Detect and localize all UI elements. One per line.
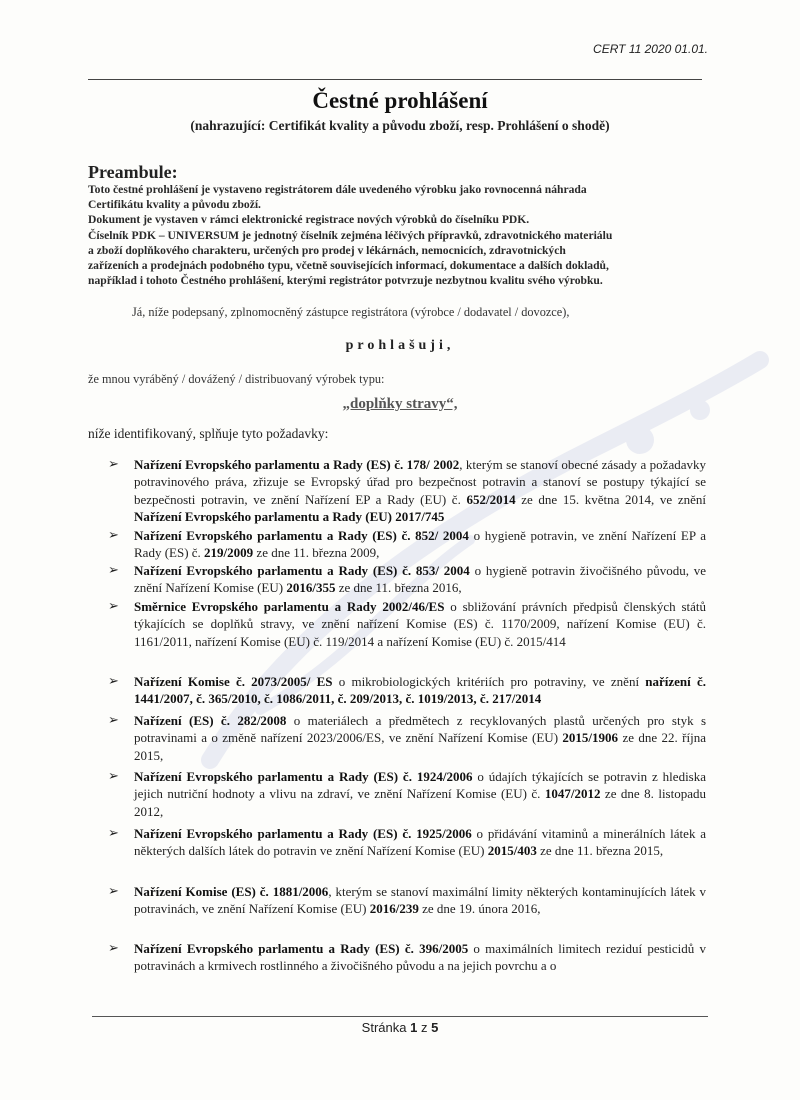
requirement-text [134, 883, 706, 918]
arrow-bullet-icon: ➢ [108, 599, 119, 614]
product-category: „doplňky stravy“, [342, 396, 458, 412]
preamble-line: například i tohoto Čestného prohlášení, kterými registrátor potvrzuje nezbytnou kvalitu svého výrobku. [88, 274, 603, 288]
arrow-bullet-icon: ➢ [108, 528, 119, 543]
preamble-line: Certifikátu kvality a původu zboží. [88, 198, 261, 212]
arrow-bullet-icon: ➢ [108, 826, 119, 841]
requirement-segment: ze dne 22. října 2015, [134, 730, 706, 763]
page-label: Stránka [361, 1020, 407, 1035]
requirements-intro: níže identifikovaný, splňuje tyto požadavky: [88, 426, 329, 441]
requirement-segment: o mikrobiologických kritériích pro potraviny, ve znění [332, 674, 646, 689]
arrow-bullet-icon: ➢ [108, 457, 119, 472]
requirement-segment: , kterým se stanoví maximální limity některých kontaminujících látek v potravinách, ve znění Nařízení Komise (EU) [134, 884, 706, 917]
regulation-reference: Směrnice Evropského parlamentu a Rady 2002/46/ES [134, 599, 445, 614]
arrow-bullet-icon: ➢ [108, 941, 119, 956]
requirement-segment: ze dne 19. února 2016, [418, 901, 541, 917]
requirement-text [134, 768, 706, 820]
requirement-segment: o hygieně potravin, ve znění Nařízení EP a Rady (ES) č. [134, 528, 707, 561]
requirement-segment: o maximálních limitech reziduí pesticidů v potravinách a krmivech rostlinného a živočišného původu a na jejich povrchu a o [134, 941, 706, 974]
regulation-reference: Nařízení Evropského parlamentu a Rady (ES) č. 396/2005 [134, 941, 469, 956]
header-rule [88, 79, 702, 80]
regulation-reference: 2015/403 [487, 843, 537, 859]
requirement-text [134, 673, 706, 708]
regulation-reference: 219/2009 [204, 545, 254, 561]
regulation-reference: Nařízení Evropského parlamentu a Rady (ES) č. 853/ 2004 [134, 563, 470, 578]
regulation-reference: Nařízení Evropského parlamentu a Rady (ES) č. 1925/2006 [134, 826, 472, 841]
page-number [0, 1020, 800, 1035]
arrow-bullet-icon: ➢ [108, 769, 119, 784]
requirement-segment: o materiálech a předmětech z recyklovaných plastů určených pro styk s potravinami a o změně nařízení 2023/2006/ES, ve znění Nařízení Komise (EU) [134, 713, 706, 746]
declaration-word: prohlašuji, [345, 338, 455, 353]
regulation-reference: 2016/239 [369, 901, 419, 917]
signatory-intro: Já, níže podepsaný, zplnomocněný zástupce registrátora (výrobce / dodavatel / dovozce), [132, 305, 570, 319]
arrow-bullet-icon: ➢ [108, 713, 119, 728]
arrow-bullet-icon: ➢ [108, 674, 119, 689]
page-separator: z [420, 1020, 428, 1035]
preamble-heading: Preambule: [88, 162, 178, 182]
regulation-reference: nařízení č. 1441/2007, č. 365/2010, č. 1086/2011, č. 209/2013, č. 1019/2013, č. 217/2014 [134, 674, 707, 707]
requirement-segment: o přidávání vitaminů a minerálních látek a některých dalších látek do potravin ve znění Nařízení Komise (EU) [134, 826, 707, 859]
requirement-text [134, 527, 706, 562]
regulation-reference: 652/2014 [466, 491, 516, 507]
requirement-segment: ze dne 11. března 2009, [253, 545, 380, 561]
requirement-segment: ze dne 11. března 2016, [335, 580, 462, 596]
regulation-reference: 2015/1906 [562, 730, 619, 746]
regulation-reference: Nařízení Evropského parlamentu a Rady (ES) č. 178/ 2002 [134, 457, 460, 472]
document-subtitle: (nahrazující: Certifikát kvality a původu zboží, resp. Prohlášení o shodě) [190, 118, 610, 133]
preamble-line: Číselník PDK – UNIVERSUM je jednotný číselník zejména léčivých přípravků, zdravotnického materiálu [88, 228, 613, 242]
regulation-reference: Nařízení Komise (ES) č. 1881/2006 [134, 884, 329, 899]
requirement-segment: ze dne 15. května 2014, ve znění [515, 491, 706, 507]
document-title: Čestné prohlášení [312, 88, 488, 113]
regulation-reference: Nařízení Komise č. 2073/2005/ ES [134, 674, 333, 689]
total-pages: 5 [431, 1020, 439, 1035]
requirement-segment: o sbližování právních předpisů členských států týkajících se doplňků stravy, ve znění nařízení Komise (ES) č. 1170/2009, nařízení Komise (EU) č. 1161/2011, nařízení Komise (EU) č. 119/2014 a nařízení Komise (EU) č. 2015/414 [134, 599, 706, 649]
preamble-line: a zboží doplňkového charakteru, určených pro prodej v lékárnách, nemocnicích, zdravotnických [88, 243, 566, 257]
preamble-line: Dokument je vystaven v rámci elektronické registrace nových výrobků do číselníku PDK. [88, 213, 530, 227]
document-code: CERT 11 2020 01.01. [593, 42, 708, 56]
regulation-reference: Nařízení Evropského parlamentu a Rady (EU) 2017/745 [134, 509, 445, 525]
requirement-text [134, 598, 706, 650]
regulation-reference: Nařízení Evropského parlamentu a Rady (ES) č. 1924/2006 [134, 769, 473, 784]
requirement-text [134, 712, 706, 764]
requirement-segment: , kterým se stanoví obecné zásady a požadavky potravinového práva, zřizuje se Evropský úřad pro bezpečnost potravin a stanoví se postupy týkající se bezpečnosti potravin, ve znění Nařízení EP a Rady (EU) č. [134, 457, 706, 507]
preamble-line: Toto čestné prohlášení je vystaveno registrátorem dále uvedeného výrobku jako rovnocenná náhrada [88, 183, 587, 196]
preamble-text [88, 182, 708, 288]
regulation-reference: 1047/2012 [544, 786, 601, 802]
requirement-segment: ze dne 8. listopadu 2012, [134, 786, 706, 819]
footer-rule [92, 1016, 708, 1017]
requirement-text [134, 940, 706, 975]
requirement-segment: o hygieně potravin živočišného původu, ve znění Nařízení Komise (EU) [134, 563, 706, 596]
requirement-text [134, 456, 706, 526]
arrow-bullet-icon: ➢ [108, 563, 119, 578]
regulation-reference: 2016/355 [286, 580, 336, 596]
requirement-segment: o údajích týkajících se potravin z hlediska jejich nutriční hodnoty a vlivu na zdraví, ve znění Nařízení Komise (EU) č. [134, 769, 707, 802]
product-type-line: že mnou vyráběný / dovážený / distribuovaný výrobek typu: [88, 372, 385, 386]
current-page: 1 [410, 1020, 418, 1035]
regulation-reference: Nařízení (ES) č. 282/2008 [134, 713, 287, 728]
requirement-text [134, 562, 706, 597]
regulation-reference: Nařízení Evropského parlamentu a Rady (ES) č. 852/ 2004 [134, 528, 469, 543]
arrow-bullet-icon: ➢ [108, 884, 119, 899]
requirement-text [134, 825, 706, 860]
requirement-segment: ze dne 11. března 2015, [536, 843, 664, 859]
preamble-line: zařízeních a prodejnách podobného typu, včetně souvisejících informací, dokumentace a dalších dokladů, [88, 259, 609, 273]
